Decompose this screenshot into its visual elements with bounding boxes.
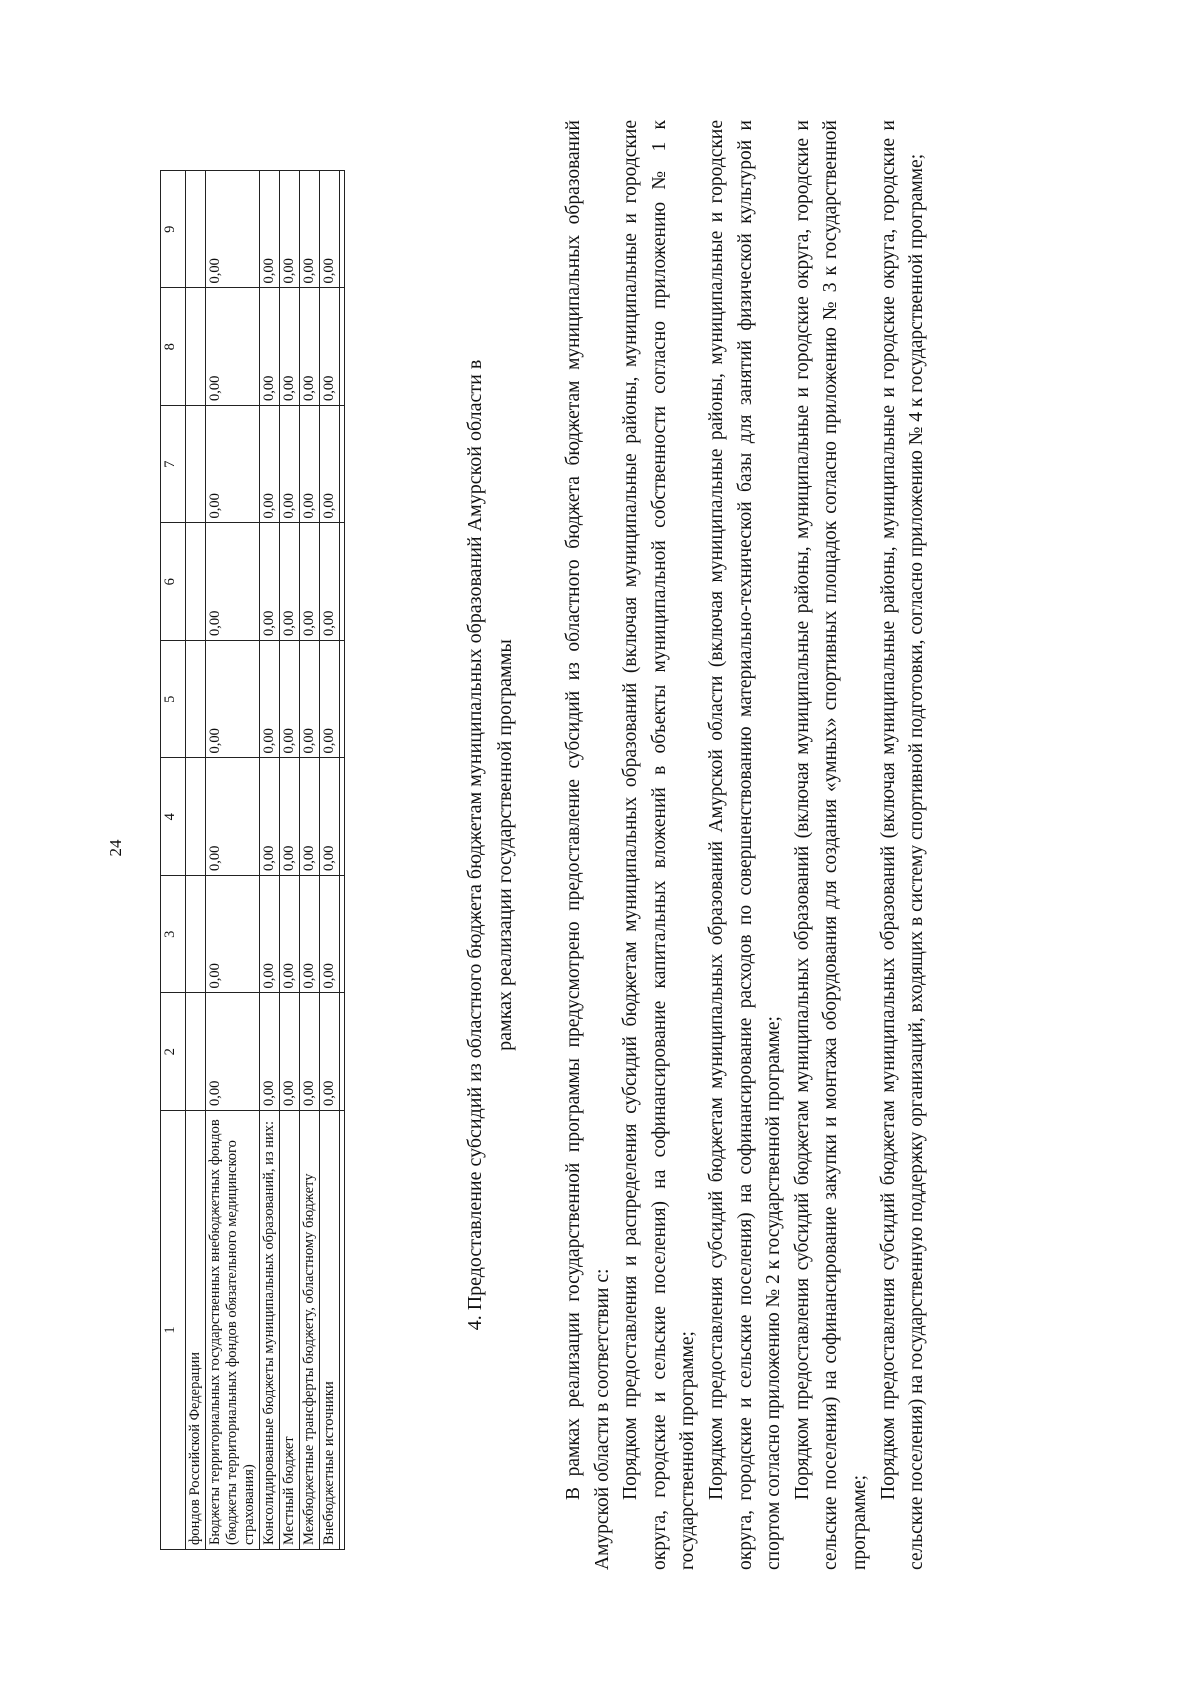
table-cell: 0,00 [206,876,260,994]
table-cell: 0,00 [206,406,260,524]
table-row [300,171,320,1550]
table-header-cell: 3 [161,876,186,994]
table-cell [340,523,345,641]
table-cell: 0,00 [320,876,340,994]
body-text [560,120,932,1570]
table-cell [186,288,206,406]
table-cell: 0,00 [206,758,260,876]
table-cell: 0,00 [300,758,320,876]
table-cell: 0,00 [300,876,320,994]
table-cell [340,758,345,876]
table-row [280,171,300,1550]
table-cell: 0,00 [260,523,280,641]
table-bottom-row [340,171,345,1550]
row-label: Консолидированные бюджеты муниципальных образований, из них: [260,1111,280,1550]
table-cell: 0,00 [206,288,260,406]
table-cell: 0,00 [320,171,340,289]
table-cell: 0,00 [260,641,280,759]
table-cell [340,1111,345,1550]
budget-table [160,170,345,1550]
paragraph: Порядком предоставления субсидий бюджетам муниципальных образований (включая муниципальные районы, муниципальные и городские округа, городские и сельские поселения) на софинансирование закупки и монтажа оборудования для создания «умных» спортивных площадок согласно приложению № 3 к государственной программе; [791,120,870,1570]
table-cell: 0,00 [280,406,300,524]
paragraph: Порядком предоставления субсидий бюджетам муниципальных образований Амурской области (включая муниципальные районы, муниципальные и городские округа, городские и сельские поселения) на софинансирование расходов по совершенствованию материально-технической базы для занятий физической культурой и спортом согласно приложению № 2 к государственной программе; [705,120,785,1570]
table-cell [340,288,345,406]
table-cell: 0,00 [300,993,320,1111]
table-header-cell: 7 [161,406,186,524]
table-cell: 0,00 [300,288,320,406]
table-cell: 0,00 [260,993,280,1111]
table-cell [340,406,345,524]
page-number: 24 [106,839,125,857]
table-cell [340,641,345,759]
table-cell [186,406,206,524]
table-row [206,171,260,1550]
table-cell [340,876,345,994]
table-cell: 0,00 [280,758,300,876]
table-cell: 0,00 [280,523,300,641]
table-cell: 0,00 [260,171,280,289]
row-label: фондов Российской Федерации [186,1111,206,1550]
table-row [260,171,280,1550]
table-cell [340,171,345,289]
table-cell [186,171,206,289]
section-title-line: рамках реализации государственной программы [494,639,516,1051]
table-cell: 0,00 [320,406,340,524]
table-cell: 0,00 [280,288,300,406]
table-header-row [161,171,186,1550]
table-cell: 0,00 [260,406,280,524]
table-cell [186,758,206,876]
table-header-cell: 2 [161,993,186,1111]
table-cell: 0,00 [280,171,300,289]
table-cell: 0,00 [300,171,320,289]
table-cell: 0,00 [300,523,320,641]
row-label: Бюджеты территориальных государственных внебюджетных фондов (бюджеты территориальных фондов обязательного медицинского страхования) [206,1111,260,1550]
table-cell: 0,00 [320,641,340,759]
table-cell: 0,00 [206,641,260,759]
row-label: Местный бюджет [280,1111,300,1550]
table-cell: 0,00 [320,288,340,406]
rotated-page-content [160,120,1050,1570]
table-cell: 0,00 [260,876,280,994]
table-cell: 0,00 [320,758,340,876]
table-cell: 0,00 [320,523,340,641]
table-row [320,171,340,1550]
table-cell [186,523,206,641]
table-cell: 0,00 [300,641,320,759]
table-header-cell: 5 [161,641,186,759]
table-row [186,171,206,1550]
table-header-cell: 8 [161,288,186,406]
table-cell: 0,00 [280,876,300,994]
section-title [460,120,520,1570]
table-cell [340,993,345,1111]
table-cell: 0,00 [300,406,320,524]
paragraph: Порядком предоставления и распределения субсидий бюджетам муниципальных образований (включая муниципальные районы, муниципальные и городские округа, городские и сельские поселения) на софинансирование капитальных вложений в объекты муниципальной собственности согласно приложению № 1 к государственной программе; [620,120,699,1570]
table-cell [186,876,206,994]
section-title-line: 4. Предоставление субсидий из областного бюджета бюджетам муниципальных образований Амурской области в [464,359,486,1331]
paragraph: Порядком предоставления субсидий бюджетам муниципальных образований (включая муниципальные районы, муниципальные и городские округа, городские и сельские поселения) на государственную поддержку организаций, входящих в систему спортивной подготовки, согласно приложению № 4 к государственной программе; [877,120,928,1570]
paragraph: В рамках реализации государственной программы предусмотрено предоставление субсидий из областного бюджета бюджетам муниципальных образований Амурской области в соответствии с: [563,120,613,1570]
table-cell: 0,00 [260,758,280,876]
row-label: Межбюджетные трансферты бюджету, областному бюджету [300,1111,320,1550]
table-cell: 0,00 [206,523,260,641]
table-cell: 0,00 [206,993,260,1111]
table-cell [186,993,206,1111]
table-cell: 0,00 [280,993,300,1111]
table-cell: 0,00 [320,993,340,1111]
table-header-cell: 9 [161,171,186,289]
table-header-cell: 6 [161,523,186,641]
table-cell: 0,00 [206,171,260,289]
table-cell [186,641,206,759]
table-cell: 0,00 [260,288,280,406]
table-header-cell: 4 [161,758,186,876]
row-label: Внебюджетные источники [320,1111,340,1550]
table-cell: 0,00 [280,641,300,759]
table-header-cell: 1 [161,1111,186,1550]
